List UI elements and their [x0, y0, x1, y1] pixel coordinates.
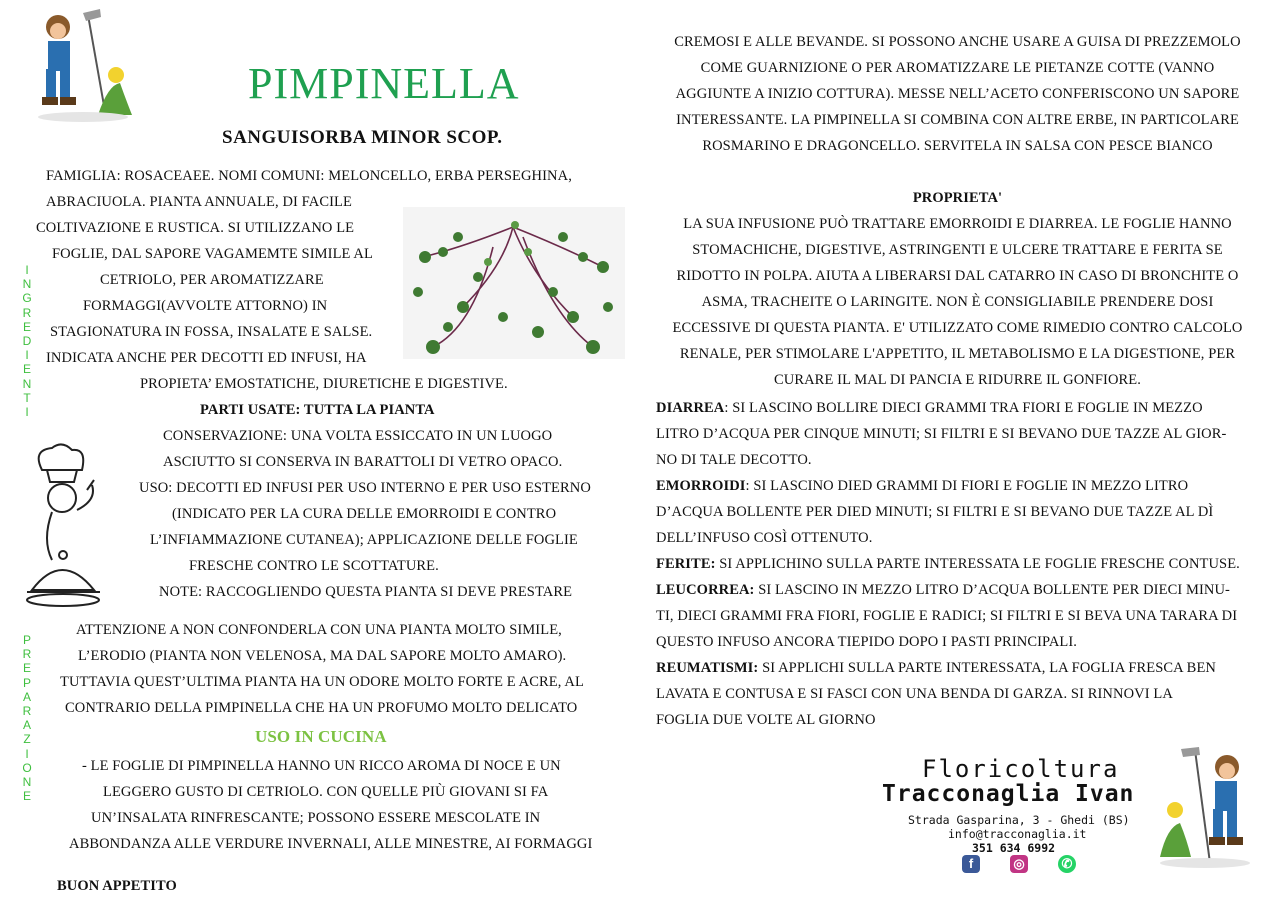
remedy-text: : SI LASCINO DIED GRAMMI DI FIORI E FOGLIE IN MEZZO LITRO	[745, 478, 1189, 494]
buon-appetito: BUON APPETITO	[57, 878, 177, 894]
whatsapp-icon[interactable]: ✆	[1058, 855, 1076, 873]
text-line: LEGGERO GUSTO DI CETRIOLO. CON QUELLE PIÙ GIOVANI SI FA	[103, 784, 549, 800]
side-letter: O	[22, 760, 32, 775]
text-line: CONTRARIO DELLA PIMPINELLA CHE HA UN PROFUMO MOLTO DELICATO	[65, 700, 578, 716]
remedy-line: TI, DIECI GRAMMI FRA FIORI, FOGLIE E RADICI; SI FILTRI E SI BEVA UNA TARARA DI	[656, 608, 1238, 624]
side-letter: N	[22, 775, 32, 790]
text-line: LA SUA INFUSIONE PUÒ TRATTARE EMORROIDI E DIARREA. LE FOGLIE HANNO	[683, 216, 1232, 232]
side-label-ingredienti	[20, 263, 34, 419]
text-line: NOTE: RACCOGLIENDO QUESTA PIANTA SI DEVE PRESTARE	[159, 584, 573, 600]
plant-photo	[403, 207, 625, 359]
text-line: USO: DECOTTI ED INFUSI PER USO INTERNO E PER USO ESTERNO	[139, 480, 591, 496]
side-letter: G	[22, 291, 32, 306]
text-line: INDICATA ANCHE PER DECOTTI ED INFUSI, HA	[46, 350, 367, 366]
text-line: - LE FOGLIE DI PIMPINELLA HANNO UN RICCO AROMA DI NOCE E UN	[82, 758, 561, 774]
side-letter: R	[22, 305, 32, 320]
text-line: FORMAGGI(AVVOLTE ATTORNO) IN	[83, 298, 328, 314]
text-line: CREMOSI E ALLE BEVANDE. SI POSSONO ANCHE USARE A GUISA DI PREZZEMOLO	[674, 34, 1241, 50]
text-line: COLTIVAZIONE E RUSTICA. SI UTILIZZANO LE	[36, 220, 355, 236]
text-line: FAMIGLIA: ROSACEAEE. NOMI COMUNI: MELONCELLO, ERBA PERSEGHINA,	[46, 168, 572, 184]
side-letter: E	[22, 319, 31, 334]
text-line: TUTTAVIA QUEST’ULTIMA PIANTA HA UN ODORE MOLTO FORTE E ACRE, AL	[60, 674, 584, 690]
side-letter: T	[23, 390, 31, 405]
text-line: PROPIETA’ EMOSTATICHE, DIURETICHE E DIGESTIVE.	[140, 376, 508, 392]
remedy-label: EMORROIDI	[656, 478, 746, 494]
remedy-first-line	[656, 551, 1240, 577]
side-letter: A	[22, 689, 31, 704]
remedy-label: REUMATISMI:	[656, 660, 759, 676]
side-letter: Z	[23, 732, 31, 747]
side-letter: R	[22, 647, 32, 662]
remedy-line: NO DI TALE DECOTTO.	[656, 452, 812, 468]
remedy-first-line	[656, 655, 1216, 681]
remedy-label: DIARREA	[656, 400, 725, 416]
proprieta-heading: PROPRIETA'	[912, 190, 1003, 206]
brand-name-line1: Floricoltura	[922, 755, 1120, 783]
text-line: ECCESSIVE DI QUESTA PIANTA. E' UTILIZZATO COME RIMEDIO CONTRO CALCOLO	[672, 320, 1243, 336]
text-line: CURARE IL MAL DI PANCIA E RIDURRE IL GONFIORE.	[774, 372, 1141, 388]
side-letter: I	[25, 263, 29, 277]
chef-illustration	[22, 440, 107, 610]
page-subtitle: SANGUISORBA MINOR SCOP.	[222, 127, 503, 148]
text-line: ATTENZIONE A NON CONFONDERLA CON UNA PIANTA MOLTO SIMILE,	[76, 622, 562, 638]
text-line: ABRACIUOLA. PIANTA ANNUALE, DI FACILE	[46, 194, 352, 210]
brand-block	[880, 755, 1160, 880]
text-line: CONSERVAZIONE: UNA VOLTA ESSICCATO IN UN LUOGO	[163, 428, 553, 444]
farmer-mascot-top	[28, 5, 138, 125]
text-line: INTERESSANTE. LA PIMPINELLA SI COMBINA CON ALTRE ERBE, IN PARTICOLARE	[676, 112, 1239, 128]
text-line: FOGLIE, DAL SAPORE VAGAMEMTE SIMILE AL	[52, 246, 373, 262]
brand-name-line2: Tracconaglia Ivan	[882, 781, 1135, 807]
instagram-icon[interactable]: ◎	[1010, 855, 1028, 873]
remedy-label: FERITE:	[656, 556, 716, 572]
text-line: RENALE, PER STIMOLARE L'APPETITO, IL METABOLISMO E LA DIGESTIONE, PER	[679, 346, 1236, 362]
remedy-first-line	[656, 577, 1230, 603]
side-letter: P	[22, 633, 31, 647]
brand-phone[interactable]: 351 634 6992	[972, 841, 1056, 855]
remedy-label: LEUCORREA:	[656, 582, 755, 598]
farmer-mascot-bottom	[1155, 745, 1255, 875]
side-letter: P	[22, 675, 31, 690]
remedy-line: QUESTO INFUSO ANCORA TIEPIDO DOPO I PASTI PRINCIPALI.	[656, 634, 1078, 650]
brand-email[interactable]: info@tracconaglia.it	[948, 827, 1087, 841]
remedy-line: DELL’INFUSO COSÌ OTTENUTO.	[656, 530, 873, 546]
kitchen-heading: USO IN CUCINA	[255, 727, 387, 746]
side-letter: N	[22, 277, 32, 292]
text-line: L’INFIAMMAZIONE CUTANEA); APPLICAZIONE DELLE FOGLIE	[150, 532, 578, 548]
remedy-line: LAVATA E CONTUSA E SI FASCI CON UNA BENDA DI GARZA. SI RINNOVI LA	[656, 686, 1173, 702]
text-line: RIDOTTO IN POLPA. AIUTA A LIBERARSI DAL CATARRO IN CASO DI BRONCHITE O	[676, 268, 1239, 284]
side-letter: E	[22, 789, 31, 804]
side-letter: E	[22, 661, 31, 676]
remedy-first-line	[656, 395, 1203, 421]
remedy-line: FOGLIA DUE VOLTE AL GIORNO	[656, 712, 876, 728]
remedy-text: SI APPLICHINO SULLA PARTE INTERESSATA LE FOGLIE FRESCHE CONTUSE.	[715, 556, 1240, 572]
remedy-text: SI APPLICHI SULLA PARTE INTERESSATA, LA FOGLIA FRESCA BEN	[758, 660, 1216, 676]
side-letter: R	[22, 704, 32, 719]
text-line: ROSMARINO E DRAGONCELLO. SERVITELA IN SALSA CON PESCE BIANCO	[702, 138, 1213, 154]
side-letter: N	[22, 376, 32, 391]
text-line: AGGIUNTE A INIZIO COTTURA). MESSE NELL’ACETO CONFERISCONO UN SAPORE	[675, 86, 1240, 102]
remedy-text: : SI LASCINO BOLLIRE DIECI GRAMMI TRA FIORI E FOGLIE IN MEZZO	[724, 400, 1203, 416]
side-letter: D	[22, 334, 32, 349]
text-line: ASMA, TRACHEITE O LARINGITE. NON È CONSIGLIABILE PRENDERE DOSI	[701, 294, 1214, 310]
remedy-line: LITRO D’ACQUA PER CINQUE MINUTI; SI FILTRI E SI BEVANO DUE TAZZE AL GIOR-	[656, 426, 1227, 442]
side-label-preparazione	[20, 633, 34, 803]
text-line: L’ERODIO (PIANTA NON VELENOSA, MA DAL SAPORE MOLTO AMARO).	[78, 648, 567, 664]
facebook-icon[interactable]: f	[962, 855, 980, 873]
parti-usate-line: PARTI USATE: TUTTA LA PIANTA	[200, 402, 435, 418]
text-line: ASCIUTTO SI CONSERVA IN BARATTOLI DI VETRO OPACO.	[163, 454, 563, 470]
text-line: STAGIONATURA IN FOSSA, INSALATE E SALSE.	[50, 324, 373, 340]
text-line: ABBONDANZA ALLE VERDURE INVERNALI, ALLE MINESTRE, AI FORMAGGI	[69, 836, 593, 852]
text-line: CETRIOLO, PER AROMATIZZARE	[100, 272, 324, 288]
side-letter: A	[22, 718, 31, 733]
remedy-first-line	[656, 473, 1188, 499]
side-letter: E	[22, 362, 31, 377]
side-letter: I	[25, 348, 29, 363]
remedy-text: SI LASCINO IN MEZZO LITRO D’ACQUA BOLLENTE PER DIECI MINU-	[754, 582, 1230, 598]
side-letter: I	[25, 746, 29, 761]
page-title: PIMPINELLA	[248, 59, 520, 108]
text-line: COME GUARNIZIONE O PER AROMATIZZARE LE PIETANZE COTTE (VANNO	[700, 60, 1215, 76]
brand-address: Strada Gasparina, 3 - Ghedi (BS)	[908, 813, 1130, 827]
text-line: UN’INSALATA RINFRESCANTE; POSSONO ESSERE MESCOLATE IN	[91, 810, 541, 826]
text-line: FRESCHE CONTRO LE SCOTTATURE.	[189, 558, 439, 574]
text-line: (INDICATO PER LA CURA DELLE EMORROIDI E CONTRO	[172, 506, 557, 522]
remedy-line: D’ACQUA BOLLENTE PER DIED MINUTI; SI FILTRI E SI BEVANO DUE TAZZE AL DÌ	[656, 504, 1214, 520]
side-letter: I	[25, 405, 29, 420]
text-line: STOMACHICHE, DIGESTIVE, ASTRINGENTI E ULCERE TRATTARE E FERITA SE	[692, 242, 1223, 258]
